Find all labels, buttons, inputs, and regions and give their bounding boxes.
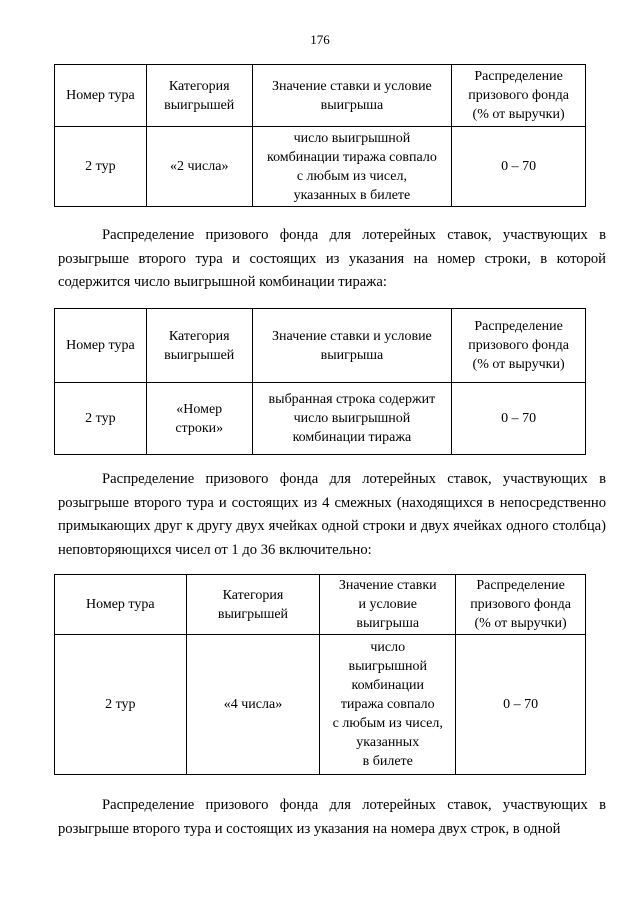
prize-table-2 <box>54 308 586 455</box>
header-distribution: Распределение призового фонда (% от выручки) <box>456 575 586 635</box>
table-header-row <box>55 309 586 383</box>
paragraph-text: Распределение призового фонда для лотерейных ставок, участвующих в розыгрыше второго тура и состоящих из 4 смежных (находящихся в непосредственно примыкающих друг к другу двух ячейках одной строки и двух ячейках одного столбца) неповторяющихся чисел от 1 до 36 включительно: <box>58 471 606 558</box>
paragraph-text: Распределение призового фонда для лотерейных ставок, участвующих в розыгрыше второго тура и состоящих из указания на номера двух строк, в одной <box>58 797 606 837</box>
table-row <box>55 635 586 775</box>
page-number: 176 <box>310 32 330 47</box>
cell-category: «Номер строки» <box>146 383 252 455</box>
header-round: Номер тура <box>55 575 187 635</box>
paragraph-text: Распределение призового фонда для лотерейных ставок, участвующих в розыгрыше второго тура и состоящих из указания на номер строки, в которой содержится число выигрышной комбинации тиража: <box>58 227 606 290</box>
header-distribution: Распределение призового фонда (% от выручки) <box>452 65 586 127</box>
paragraph-3 <box>58 794 606 841</box>
paragraph-2 <box>58 468 606 562</box>
cell-condition: число выигрышной комбинации тиража совпало с любым из чисел, указанных в билете <box>252 127 451 207</box>
header-condition: Значение ставки и условие выигрыша <box>252 309 451 383</box>
cell-round: 2 тур <box>55 635 187 775</box>
header-category: Категория выигрышей <box>146 309 252 383</box>
prize-table-1 <box>54 64 586 207</box>
paragraph-1 <box>58 224 606 295</box>
header-category: Категория выигрышей <box>146 65 252 127</box>
table-row <box>55 127 586 207</box>
header-distribution: Распределение призового фонда (% от выручки) <box>452 309 586 383</box>
header-round: Номер тура <box>55 65 147 127</box>
cell-round: 2 тур <box>55 383 147 455</box>
cell-condition: выбранная строка содержит число выигрышной комбинации тиража <box>252 383 451 455</box>
header-category: Категория выигрышей <box>186 575 320 635</box>
header-condition: Значение ставки и условие выигрыша <box>252 65 451 127</box>
cell-category: «2 числа» <box>146 127 252 207</box>
table-header-row <box>55 65 586 127</box>
cell-round: 2 тур <box>55 127 147 207</box>
header-round: Номер тура <box>55 309 147 383</box>
table-header-row <box>55 575 586 635</box>
header-condition: Значение ставки и условие выигрыша <box>320 575 456 635</box>
cell-distribution: 0 – 70 <box>452 127 586 207</box>
cell-category: «4 числа» <box>186 635 320 775</box>
cell-condition: число выигрышной комбинации тиража совпало с любым из чисел, указанных в билете <box>320 635 456 775</box>
cell-distribution: 0 – 70 <box>456 635 586 775</box>
table-row <box>55 383 586 455</box>
prize-table-3 <box>54 574 586 775</box>
cell-distribution: 0 – 70 <box>452 383 586 455</box>
